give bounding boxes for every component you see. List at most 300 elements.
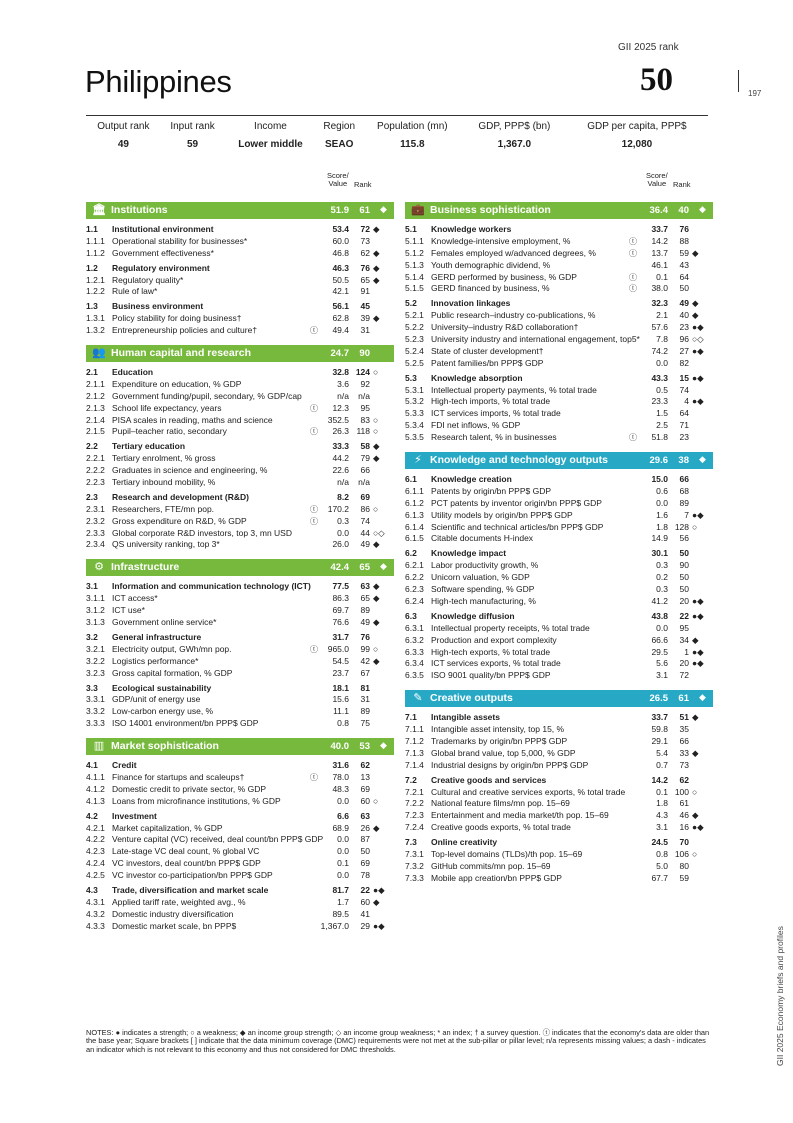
subpillar-score: 18.1 (332, 682, 349, 693)
indicator-rank: 74 (360, 515, 370, 526)
indicator-row (86, 617, 394, 629)
subpillar-name: Education (112, 367, 154, 378)
subpillar-code: 1.3 (86, 301, 98, 312)
indicator-name: Tertiary enrolment, % gross (112, 453, 216, 464)
subpillar-marker: ◆ (373, 441, 380, 452)
indicator-score: 15.6 (332, 694, 349, 705)
indicator-score: 66.6 (651, 634, 668, 645)
subpillar-row (405, 775, 713, 787)
subpillar-marker: ●◆ (373, 884, 385, 895)
indicator-name: ISO 9001 quality/bn PPP$ GDP (431, 670, 551, 681)
subpillar-code: 4.2 (86, 810, 98, 821)
indicator-marker: ○◇ (692, 334, 704, 345)
indicator-name: ICT services imports, % total trade (431, 408, 561, 419)
subpillar-code: 3.2 (86, 631, 98, 642)
subpillar-rank: 45 (360, 301, 370, 312)
indicator-score: 3.1 (656, 822, 668, 833)
column-header (405, 172, 713, 194)
indicator-row (405, 420, 713, 432)
indicator-score: 0.5 (656, 384, 668, 395)
subpillar-code: 2.2 (86, 441, 98, 452)
indicator-name: Domestic credit to private sector, % GDP (112, 783, 266, 794)
subpillar-rank: 62 (360, 760, 370, 771)
indicator-row (86, 453, 394, 465)
indicator-row (86, 605, 394, 617)
indicator-name: VC investors, deal count/bn PPP$ GDP (112, 858, 261, 869)
indicator-score: 0.3 (656, 584, 668, 595)
indicator-rank: 66 (679, 735, 689, 746)
subpillar-name: Knowledge workers (431, 224, 512, 234)
indicator-name: Production and export complexity (431, 634, 557, 645)
indicator-rank: 89 (360, 605, 370, 616)
subpillar-score: 32.8 (332, 367, 349, 378)
indicator-row (405, 787, 713, 799)
indicator-code: 6.3.5 (405, 670, 424, 681)
indicator-score: 46.1 (651, 259, 668, 270)
subpillar-row (405, 712, 713, 724)
subpillar-marker: ●◆ (692, 610, 704, 621)
indicator-name: Graduates in science and engineering, % (112, 465, 268, 476)
indicator-rank: 40 (679, 310, 689, 321)
right-column (405, 172, 713, 885)
indicator-row (405, 522, 713, 534)
subpillar-score: 77.5 (332, 581, 349, 592)
indicator-code: 4.2.4 (86, 858, 105, 869)
indicator-score: 4.3 (656, 810, 668, 821)
indicator-code: 3.1.3 (86, 617, 105, 628)
indicator-code: 4.3.3 (86, 920, 105, 931)
subpillar-row (405, 373, 713, 385)
indicator-row (405, 408, 713, 420)
indicator-rank: 74 (679, 384, 689, 395)
indicator-code: 4.3.2 (86, 908, 105, 919)
indicator-code: 2.1.4 (86, 414, 105, 425)
subpillar-row (405, 611, 713, 623)
creative-icon: ✎ (413, 692, 423, 705)
indicator-score: 0.3 (656, 560, 668, 571)
subpillar-rank: 49 (679, 298, 689, 309)
indicator-code: 1.2.1 (86, 274, 105, 285)
pillar-score: 36.4 (649, 205, 668, 216)
indicator-name: PCT patents by inventor origin/bn PPP$ GDP (431, 497, 602, 508)
subpillar-score: 24.5 (651, 837, 668, 848)
indicator-code: 4.2.1 (86, 822, 105, 833)
indicator-score: 965.0 (327, 643, 349, 654)
stat-value: 59 (186, 138, 199, 150)
indicator-row (86, 858, 394, 870)
indicator-rank: 92 (360, 378, 370, 389)
subpillar-rank: 124 (355, 367, 370, 378)
subpillar-rank: 72 (360, 224, 370, 234)
subpillar-rank: 22 (679, 610, 689, 621)
indicator-code: 1.1.1 (86, 235, 105, 246)
indicator-row (86, 921, 394, 933)
subpillar-score: 33.7 (651, 224, 668, 234)
pillar-rank: 38 (678, 455, 689, 467)
indicator-row (405, 322, 713, 334)
indicator-name: High-tech imports, % total trade (431, 396, 551, 407)
indicator-code: 7.3.1 (405, 848, 424, 859)
indicator-score: 0.0 (337, 527, 349, 538)
pillar-title: Market sophistication (111, 740, 219, 753)
indicator-marker: ◆ (373, 593, 380, 604)
indicator-name: Logistics performance* (112, 655, 199, 666)
briefcase-icon: 💼 (411, 204, 425, 216)
subpillar-code: 2.1 (86, 367, 98, 378)
indicator-marker: ○ (692, 786, 698, 797)
indicator-score: 352.5 (327, 414, 349, 425)
indicator-row (405, 272, 713, 284)
indicator-name: Loans from microfinance institutions, % GDP (112, 795, 281, 806)
chart-icon: ▥ (93, 740, 105, 753)
indicator-name: Citable documents H-index (431, 533, 534, 544)
indicator-marker: ●◆ (692, 345, 704, 356)
subpillar-score: 33.3 (332, 441, 349, 452)
indicator-marker: ◆ (692, 810, 699, 821)
indicator-score: 0.8 (337, 718, 349, 729)
subpillar-name: Knowledge creation (431, 474, 512, 485)
subpillar-row (86, 263, 394, 275)
subpillar-rank: 70 (679, 837, 689, 848)
indicator-row (405, 533, 713, 545)
subpillar-code: 7.1 (405, 712, 417, 723)
indicator-code: 6.1.2 (405, 497, 424, 508)
stat-label: Region (323, 120, 356, 132)
indicator-row (86, 415, 394, 427)
pillar-rank: 61 (359, 205, 370, 216)
indicator-score: 74.2 (651, 345, 668, 356)
country-name: Philippines (85, 64, 232, 99)
indicator-code: 6.3.2 (405, 634, 424, 645)
indicator-row (86, 465, 394, 477)
indicator-row (405, 810, 713, 822)
indicator-code: 5.2.4 (405, 345, 424, 356)
indicator-row (86, 391, 394, 403)
indicator-name: Domestic market scale, bn PPP$ (112, 920, 237, 931)
indicator-code: 3.2.1 (86, 643, 105, 654)
pillar-title: Creative outputs (430, 692, 513, 705)
indicator-score: 1.8 (656, 521, 668, 532)
subpillar-score: 32.3 (651, 298, 668, 309)
indicator-name: Unicorn valuation, % GDP (431, 572, 530, 583)
indicator-rank: 95 (360, 402, 370, 413)
subpillar-row (86, 492, 394, 504)
indicator-score: 42.1 (332, 286, 349, 297)
people-icon: 👥 (92, 347, 106, 360)
indicator-score: 44.2 (332, 453, 349, 464)
indicator-rank: 67 (360, 667, 370, 678)
indicator-rank: 1 (684, 646, 689, 657)
indicator-rank: 49 (360, 617, 370, 628)
indicator-name: Applied tariff rate, weighted avg., % (112, 896, 246, 907)
indicator-row (86, 706, 394, 718)
subpillar-score: 43.8 (651, 610, 668, 621)
indicator-row (86, 516, 394, 528)
indicator-rank: 65 (360, 593, 370, 604)
indicator-score: 48.3 (332, 783, 349, 794)
indicator-name: National feature films/mn pop. 15–69 (431, 798, 570, 809)
pillar-header (405, 690, 713, 707)
indicator-score: 5.4 (656, 747, 668, 758)
indicator-rank: 69 (360, 858, 370, 869)
indicator-code: 2.2.3 (86, 477, 105, 488)
subpillar-name: Knowledge impact (431, 548, 507, 559)
indicator-name: Finance for startups and scaleups† (112, 771, 245, 782)
indicator-row (405, 647, 713, 659)
indicator-row (405, 623, 713, 635)
indicator-code: 2.2.1 (86, 453, 105, 464)
indicator-name: Electricity output, GWh/mn pop. (112, 643, 232, 654)
score-value-header: Score/ Value (327, 171, 349, 188)
indicator-marker: ◆ (373, 274, 380, 285)
indicator-code: 6.3.1 (405, 622, 424, 633)
indicator-code: 4.2.5 (86, 870, 105, 881)
indicator-score: 5.0 (656, 860, 668, 871)
subpillar-row (86, 581, 394, 593)
indicator-name: Patent families/bn PPP$ GDP (431, 357, 544, 368)
pillar-header (86, 738, 394, 755)
indicator-score: 11.1 (333, 706, 349, 717)
indicator-score: 3.6 (337, 378, 349, 389)
indicator-rank: 43 (679, 259, 689, 270)
indicator-code: 6.1.4 (405, 521, 424, 532)
subpillar-rank: 50 (679, 548, 689, 559)
outdated-data-marker: ⓣ (310, 403, 318, 413)
indicator-score: 89.5 (332, 908, 349, 919)
indicator-code: 3.1.2 (86, 605, 105, 616)
indicator-name: Pupil–teacher ratio, secondary (112, 426, 227, 437)
subpillar-code: 6.3 (405, 610, 417, 621)
indicator-code: 3.3.3 (86, 718, 105, 729)
pillar-marker: ◆ (380, 561, 387, 572)
indicator-score: 49.4 (332, 325, 349, 336)
pillar-score: 40.0 (330, 741, 349, 753)
indicator-name: ICT services exports, % total trade (431, 658, 561, 669)
stat-value: 12,080 (621, 138, 653, 150)
stat-value: 115.8 (400, 138, 425, 150)
indicator-row (86, 846, 394, 858)
subpillar-score: 33.7 (651, 712, 668, 723)
outdated-data-marker: ⓣ (629, 248, 637, 258)
indicator-score: 0.2 (656, 572, 668, 583)
indicator-score: 0.0 (337, 795, 349, 806)
indicator-rank: 72 (679, 670, 689, 681)
pillar-marker: ◆ (380, 740, 387, 751)
pillar-score: 42.4 (330, 562, 349, 574)
outdated-data-marker: ⓣ (629, 272, 637, 282)
indicator-code: 5.2.3 (405, 334, 424, 345)
indicator-row (405, 385, 713, 397)
indicator-score: 13.7 (651, 247, 668, 258)
indicator-name: Labor productivity growth, % (431, 560, 539, 571)
pillar-score: 24.7 (330, 348, 349, 360)
subpillar-code: 4.1 (86, 760, 98, 771)
indicator-rank: 59 (679, 247, 689, 258)
indicator-rank: 106 (674, 848, 689, 859)
subpillar-marker: ●◆ (692, 372, 704, 383)
column-header (86, 172, 394, 194)
subpillar-name: Regulatory environment (112, 262, 210, 273)
indicator-name: School life expectancy, years (112, 402, 222, 413)
subpillar-score: 14.2 (651, 774, 668, 785)
indicator-name: Intangible asset intensity, top 15, % (431, 724, 565, 735)
pillar-score: 26.5 (649, 693, 668, 705)
indicator-name: Rule of law* (112, 286, 158, 297)
indicator-name: Patents by origin/bn PPP$ GDP (431, 485, 552, 496)
pillar-header (86, 559, 394, 576)
indicator-row (86, 504, 394, 516)
indicator-score: 0.1 (656, 271, 668, 282)
summary-stats (86, 115, 708, 152)
indicator-code: 6.2.4 (405, 595, 424, 606)
indicator-row (405, 584, 713, 596)
indicator-rank: 20 (679, 595, 689, 606)
indicator-score: 1.6 (656, 509, 668, 520)
indicator-name: Scientific and technical articles/bn PPP$ GDP (431, 521, 604, 532)
indicator-score: 3.1 (656, 670, 668, 681)
indicator-row (405, 873, 713, 885)
indicator-name: QS university ranking, top 3* (112, 539, 220, 550)
indicator-rank: 20 (679, 658, 689, 669)
stat-value: Lower middle (238, 138, 303, 150)
subpillar-marker: ◆ (373, 224, 380, 234)
indicator-code: 7.1.2 (405, 735, 424, 746)
indicator-name: Expenditure on education, % GDP (112, 378, 242, 389)
subpillar-rank: 22 (360, 884, 370, 895)
subpillar-rank: 63 (360, 810, 370, 821)
indicator-code: 2.3.3 (86, 527, 105, 538)
indicator-row (405, 283, 713, 295)
indicator-name: Cultural and creative services exports, % total trade (431, 786, 626, 797)
pillar-title: Infrastructure (111, 561, 180, 574)
indicator-row (86, 477, 394, 489)
indicator-row (405, 310, 713, 322)
indicator-row (405, 358, 713, 370)
subpillar-score: 81.7 (332, 884, 349, 895)
indicator-row (86, 379, 394, 391)
subpillar-row (86, 760, 394, 772)
indicator-code: 6.3.3 (405, 646, 424, 657)
indicator-row (405, 498, 713, 510)
indicator-marker: ◆ (373, 617, 380, 628)
indicator-rank: 68 (679, 485, 689, 496)
indicator-row (405, 260, 713, 272)
subpillar-row (86, 632, 394, 644)
indicator-name: Knowledge-intensive employment, % (431, 235, 571, 246)
indicator-code: 1.3.1 (86, 313, 105, 324)
indicator-row (86, 897, 394, 909)
indicator-row (405, 596, 713, 608)
subpillar-code: 5.3 (405, 372, 417, 383)
subpillar-score: 53.4 (332, 224, 349, 234)
indicator-row (86, 909, 394, 921)
indicator-score: 29.1 (651, 735, 668, 746)
indicator-code: 3.1.1 (86, 593, 105, 604)
indicator-marker: ◆ (373, 539, 380, 550)
indicator-score: 23.3 (651, 396, 668, 407)
indicator-row (86, 275, 394, 287)
indicator-score: 23.7 (332, 667, 349, 678)
indicator-row (86, 313, 394, 325)
indicator-rank: 61 (679, 798, 689, 809)
left-column (86, 172, 394, 933)
indicator-code: 7.2.1 (405, 786, 424, 797)
indicator-score: 2.5 (656, 420, 668, 431)
indicator-score: 76.6 (332, 617, 349, 628)
subpillar-name: Knowledge absorption (431, 372, 523, 383)
indicator-score: 0.0 (337, 834, 349, 845)
indicator-rank: 50 (679, 584, 689, 595)
indicator-rank: 95 (679, 622, 689, 633)
indicator-code: 2.3.1 (86, 503, 105, 514)
indicator-row (86, 668, 394, 680)
indicator-row (86, 870, 394, 882)
indicator-score: 12.3 (332, 402, 349, 413)
indicator-row (405, 248, 713, 260)
indicator-code: 5.3.3 (405, 408, 424, 419)
indicator-marker: ○ (373, 795, 379, 806)
indicator-score: 0.0 (656, 497, 668, 508)
indicator-rank: 7 (684, 509, 689, 520)
indicator-name: ISO 14001 environment/bn PPP$ GDP (112, 718, 259, 729)
pillar-marker: ◆ (699, 692, 706, 703)
pillar-score: 51.9 (330, 205, 349, 216)
indicator-row (86, 539, 394, 551)
subpillar-name: Information and communication technology (ICT) (112, 581, 311, 592)
indicator-name: Females employed w/advanced degrees, % (431, 247, 596, 258)
indicator-name: State of cluster development† (431, 345, 544, 356)
indicator-code: 6.1.5 (405, 533, 424, 544)
indicator-name: Public research–industry co-publications, % (431, 310, 596, 321)
indicator-rank: 79 (360, 453, 370, 464)
indicator-name: Researchers, FTE/mn pop. (112, 503, 215, 514)
indicator-code: 4.1.3 (86, 795, 105, 806)
subpillar-row (86, 441, 394, 453)
indicator-score: 38.0 (651, 283, 668, 294)
indicator-row (86, 694, 394, 706)
indicator-rank: 65 (360, 274, 370, 285)
pillar-rank: 90 (359, 348, 370, 360)
pillar-header (405, 202, 713, 219)
indicator-rank: 118 (356, 426, 370, 437)
indicator-rank: 13 (360, 771, 370, 782)
indicator-code: 4.1.2 (86, 783, 105, 794)
indicator-score: 0.0 (337, 846, 349, 857)
indicator-code: 3.2.3 (86, 667, 105, 678)
indicator-name: Domestic industry diversification (112, 908, 234, 919)
indicator-code: 1.3.2 (86, 325, 105, 336)
indicator-row (405, 510, 713, 522)
subpillar-row (86, 885, 394, 897)
indicator-rank: 75 (360, 718, 370, 729)
subpillar-code: 7.3 (405, 837, 417, 848)
pillar-rank: 40 (678, 205, 689, 216)
subpillar-name: Ecological sustainability (112, 682, 212, 693)
subpillar-row (86, 683, 394, 695)
pillar-header (405, 452, 713, 469)
indicator-code: 5.2.1 (405, 310, 424, 321)
indicator-code: 4.2.3 (86, 846, 105, 857)
indicator-rank: 100 (674, 786, 689, 797)
subpillar-marker: ◆ (373, 581, 380, 592)
subpillar-code: 5.2 (405, 298, 417, 309)
indicator-marker: ◆ (692, 310, 699, 321)
subpillar-score: 46.3 (332, 262, 349, 273)
indicator-name: Regulatory quality* (112, 274, 184, 285)
indicator-rank: 26 (360, 822, 370, 833)
indicator-rank: 90 (679, 560, 689, 571)
indicator-score: 26.3 (332, 426, 349, 437)
